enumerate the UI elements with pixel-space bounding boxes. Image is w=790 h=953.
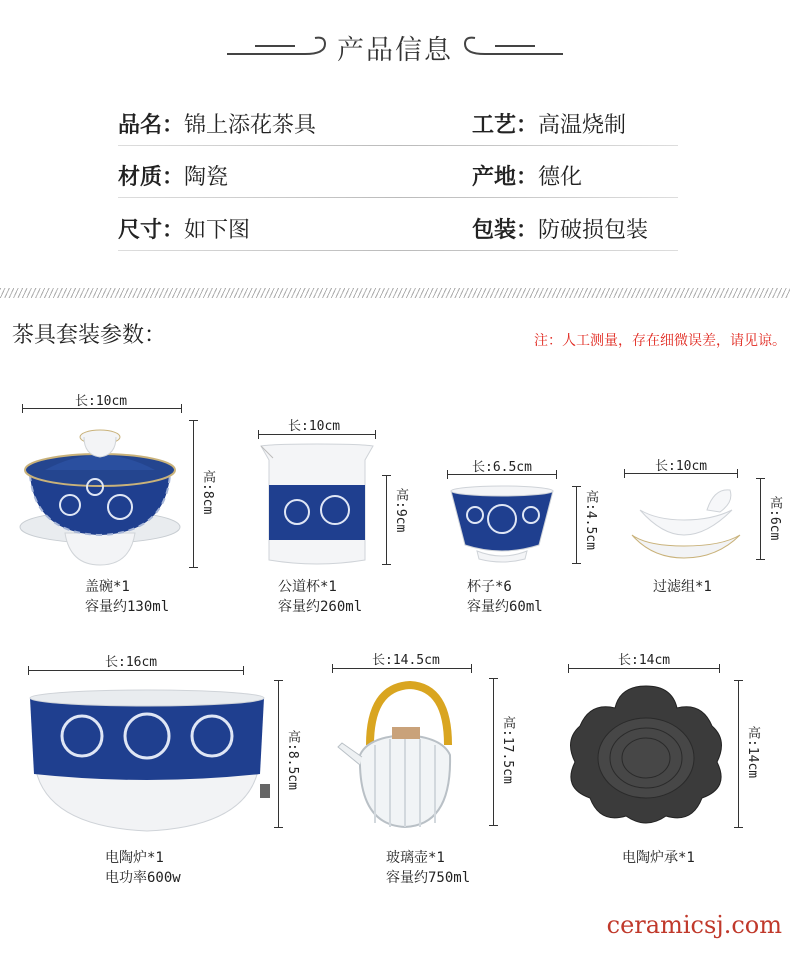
gaiwan-image [10, 415, 190, 570]
product-caption: 电陶炉*1 电功率600w [105, 850, 181, 886]
width-label: 长:10cm [75, 394, 128, 409]
height-ruler [576, 486, 577, 564]
fair-cup-image [255, 440, 380, 570]
product-caption: 过滤组*1 [653, 579, 712, 595]
width-ruler [332, 668, 472, 669]
height-ruler [760, 478, 761, 560]
height-ruler [493, 678, 494, 826]
height-ruler [278, 680, 279, 828]
product-caption: 玻璃壶*1 容量约750ml [386, 850, 471, 886]
spec-size: 尺寸：如下图 [118, 218, 251, 243]
spec-packaging: 包装：防破损包装 [472, 218, 649, 243]
height-label: 高:6cm [767, 496, 782, 541]
product-caption: 盖碗*1 容量约130ml [85, 579, 170, 615]
spec-product-name: 品名：锦上添花茶具 [118, 113, 317, 138]
height-label: 高:14cm [745, 726, 760, 779]
width-label: 长:10cm [288, 419, 341, 434]
height-ruler [193, 420, 194, 568]
width-ruler [568, 668, 720, 669]
width-ruler [258, 434, 376, 435]
height-label: 高:17.5cm [500, 716, 515, 784]
tea-filter-image [622, 480, 747, 565]
hatched-divider [0, 288, 790, 298]
glass-kettle-image [330, 675, 480, 835]
spec-divider [118, 197, 678, 198]
height-label: 高:9cm [393, 488, 408, 533]
height-label: 高:8.5cm [285, 730, 300, 790]
spec-material: 材质：陶瓷 [118, 165, 229, 190]
product-caption: 电陶炉承*1 [622, 850, 695, 866]
width-label: 长:14.5cm [372, 653, 440, 668]
product-caption: 公道杯*1 容量约260ml [278, 579, 363, 615]
measurement-note: 注：人工测量，存在细微误差，请见谅。 [534, 333, 786, 349]
electric-stove-image [22, 686, 272, 836]
width-label: 长:10cm [655, 459, 708, 474]
height-label: 高:8cm [200, 470, 215, 515]
height-label: 高:4.5cm [583, 490, 598, 550]
watermark: ceramicsj.com [606, 911, 782, 939]
section-title: 产品信息 [337, 35, 453, 66]
spec-craft: 工艺：高温烧制 [472, 113, 627, 138]
decorative-swirl-right [455, 32, 565, 62]
height-ruler [386, 475, 387, 565]
width-label: 长:14cm [618, 653, 671, 668]
stove-tray-image [562, 680, 730, 830]
spec-divider [118, 145, 678, 146]
product-caption: 杯子*6 容量约60ml [467, 579, 543, 615]
tea-cup-image [447, 485, 557, 565]
width-ruler [28, 670, 244, 671]
set-section-title: 茶具套装参数： [12, 323, 167, 348]
width-label: 长:6.5cm [472, 460, 532, 475]
height-ruler [738, 680, 739, 828]
spec-origin: 产地：德化 [472, 165, 583, 190]
spec-divider [118, 250, 678, 251]
width-label: 长:16cm [105, 655, 158, 670]
